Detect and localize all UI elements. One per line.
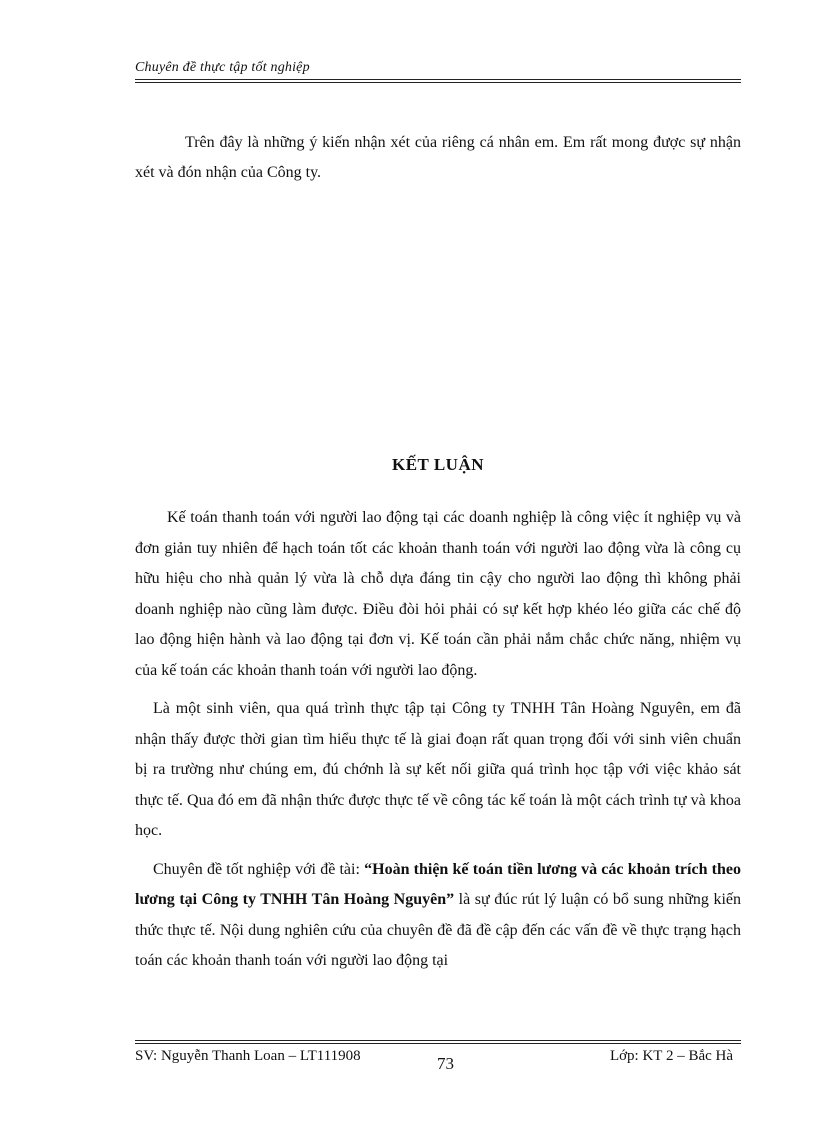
student-info: SV: Nguyễn Thanh Loan – LT111908 [135, 1048, 361, 1064]
footer-row [135, 1048, 741, 1072]
p3-start: Chuyên đề tốt nghiệp với đề tài: [153, 860, 365, 878]
intro-paragraph: Trên đây là những ý kiến nhận xét của riêng cá nhân em. Em rất mong được sự nhận xét và đón nhận của Công ty. [135, 134, 741, 181]
section-heading: KẾT LUẬN [391, 455, 484, 474]
thesis-title: “Hoàn thiện kế toán tiền lương và các khoản trích theo lương tại Công ty TNHH Tân Hoàng Nguyên” [135, 860, 741, 908]
header-title: Chuyên đề thực tập tốt nghiệp [135, 60, 310, 75]
conclusion-body [135, 503, 741, 985]
intro-block [135, 128, 741, 188]
header-double-rule [135, 79, 741, 83]
page-header [135, 60, 741, 83]
p3-end: là sự đúc rút lý luận có bổ sung những kiến thức thực tế. Nội dung nghiên cứu của chuyên đề đã đề cập đến các vấn đề về thực trạng hạch toán các khoản thanh toán với người lao động tại [135, 891, 742, 969]
class-info: Lớp: KT 2 – Bắc Hà [609, 1048, 733, 1064]
footer-double-rule [135, 1040, 741, 1044]
conclusion-paragraph-3 [135, 855, 741, 977]
page-footer [135, 1040, 741, 1072]
conclusion-paragraph-1: Kế toán thanh toán với người lao động tại các doanh nghiệp là công việc ít nghiệp vụ và đơn giản tuy nhiên để hạch toán tốt các khoản thanh toán với người lao động vừa là công cụ hữu hiệu cho nhà quản lý vừa là chỗ dựa đáng tin cậy cho người lao động thì không phải doanh nghiệp nào cũng làm được. Điều đòi hỏi phải có sự kết hợp khéo léo giữa các chế độ lao động hiện hành và lao động tại đơn vị. Kế toán cần phải nắm chắc chức năng, nhiệm vụ của kế toán các khoản thanh toán với người lao động. [135, 509, 741, 679]
page-number: 73 [437, 1054, 454, 1073]
conclusion-paragraph-2: Là một sinh viên, qua quá trình thực tập tại Công ty TNHH Tân Hoàng Nguyên, em đã nhận thấy được thời gian tìm hiểu thực tế là giai đoạn rất quan trọng đối với sinh viên chuẩn bị ra trường như chúng em, đú chớnh là sự kết nối giữa quá trình học tập với việc khảo sát thực tế. Qua đó em đã nhận thức được thực tế về công tác kế toán là một cách trình tự và khoa học. [135, 700, 741, 839]
